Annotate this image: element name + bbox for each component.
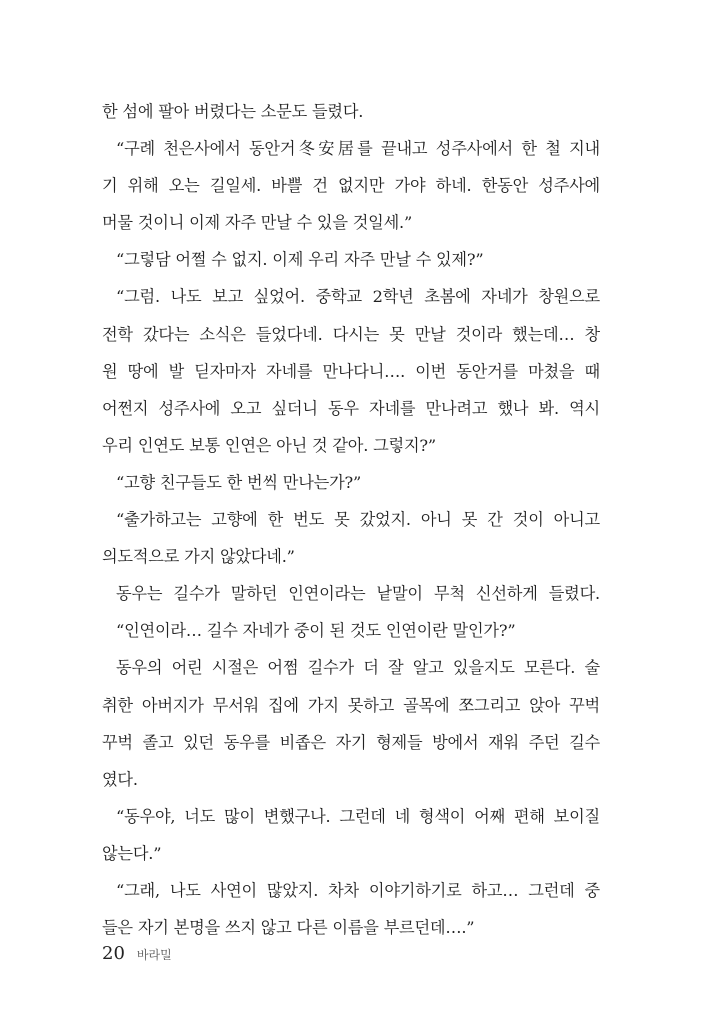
text-line: 취한 아버지가 무서워 집에 가지 못하고 골목에 쪼그리고 앉아 꾸벅 — [102, 695, 600, 715]
page-number: 20 — [102, 943, 125, 964]
text-line: “출가하고는 고향에 한 번도 못 갔었지. 아니 못 간 것이 아니고 — [116, 510, 600, 530]
text-line: “그럼. 나도 보고 싶었어. 중학교 2학년 초봄에 자네가 창원으로 — [116, 287, 600, 307]
text-line: “인연이라… 길수 자네가 중이 된 것도 인연이란 말인가?” — [116, 621, 516, 641]
text-line: “구례 천은사에서 동안거冬安居를 끝내고 성주사에서 한 철 지내 — [116, 139, 600, 159]
text-line: 원 땅에 발 딛자마자 자네를 만나다니…. 이번 동안거를 마쳤을 때 — [102, 361, 600, 381]
text-line: 동우는 길수가 말하던 인연이라는 낱말이 무척 신선하게 들렸다. — [116, 584, 600, 604]
text-line: 동우의 어린 시절은 어쩜 길수가 더 잘 알고 있을지도 모른다. 술 — [116, 658, 600, 678]
body-text — [102, 93, 600, 946]
text-line: 전학 갔다는 소식은 들었다네. 다시는 못 만날 것이라 했는데… 창 — [102, 324, 600, 344]
text-line: 들은 자기 본명을 쓰지 않고 다른 이름을 부르던데….” — [102, 918, 475, 938]
text-line: 의도적으로 가지 않았다네.” — [102, 547, 295, 567]
text-line: 우리 인연도 보통 인연은 아닌 것 같아. 그렇지?” — [102, 435, 436, 455]
text-line: 않는다.” — [102, 843, 162, 863]
page-footer — [102, 943, 172, 964]
text-line: “그래, 나도 사연이 많았지. 차차 이야기하기로 하고… 그런데 중 — [116, 880, 600, 900]
text-line: 기 위해 오는 길일세. 바쁠 건 없지만 가야 하네. 한동안 성주사에 — [102, 176, 600, 196]
text-line: 한 섬에 팔아 버렸다는 소문도 들렸다. — [102, 102, 364, 121]
text-line: 어쩐지 성주사에 오고 싶더니 동우 자네를 만나려고 했나 봐. 역시 — [102, 398, 600, 418]
text-line: “고향 친구들도 한 번씩 만나는가?” — [116, 472, 362, 492]
text-line: 였다. — [102, 769, 138, 789]
text-line: “그렇담 어쩔 수 없지. 이제 우리 자주 만날 수 있제?” — [116, 250, 484, 270]
text-line: “동우야, 너도 많이 변했구나. 그런데 네 형색이 어째 편해 보이질 — [116, 806, 600, 826]
text-line: 머물 것이니 이제 자주 만날 수 있을 것일세.” — [102, 213, 413, 233]
book-title: 바라밀 — [136, 948, 172, 962]
text-line: 꾸벅 졸고 있던 동우를 비좁은 자기 형제들 방에서 재워 주던 길수 — [102, 732, 600, 752]
